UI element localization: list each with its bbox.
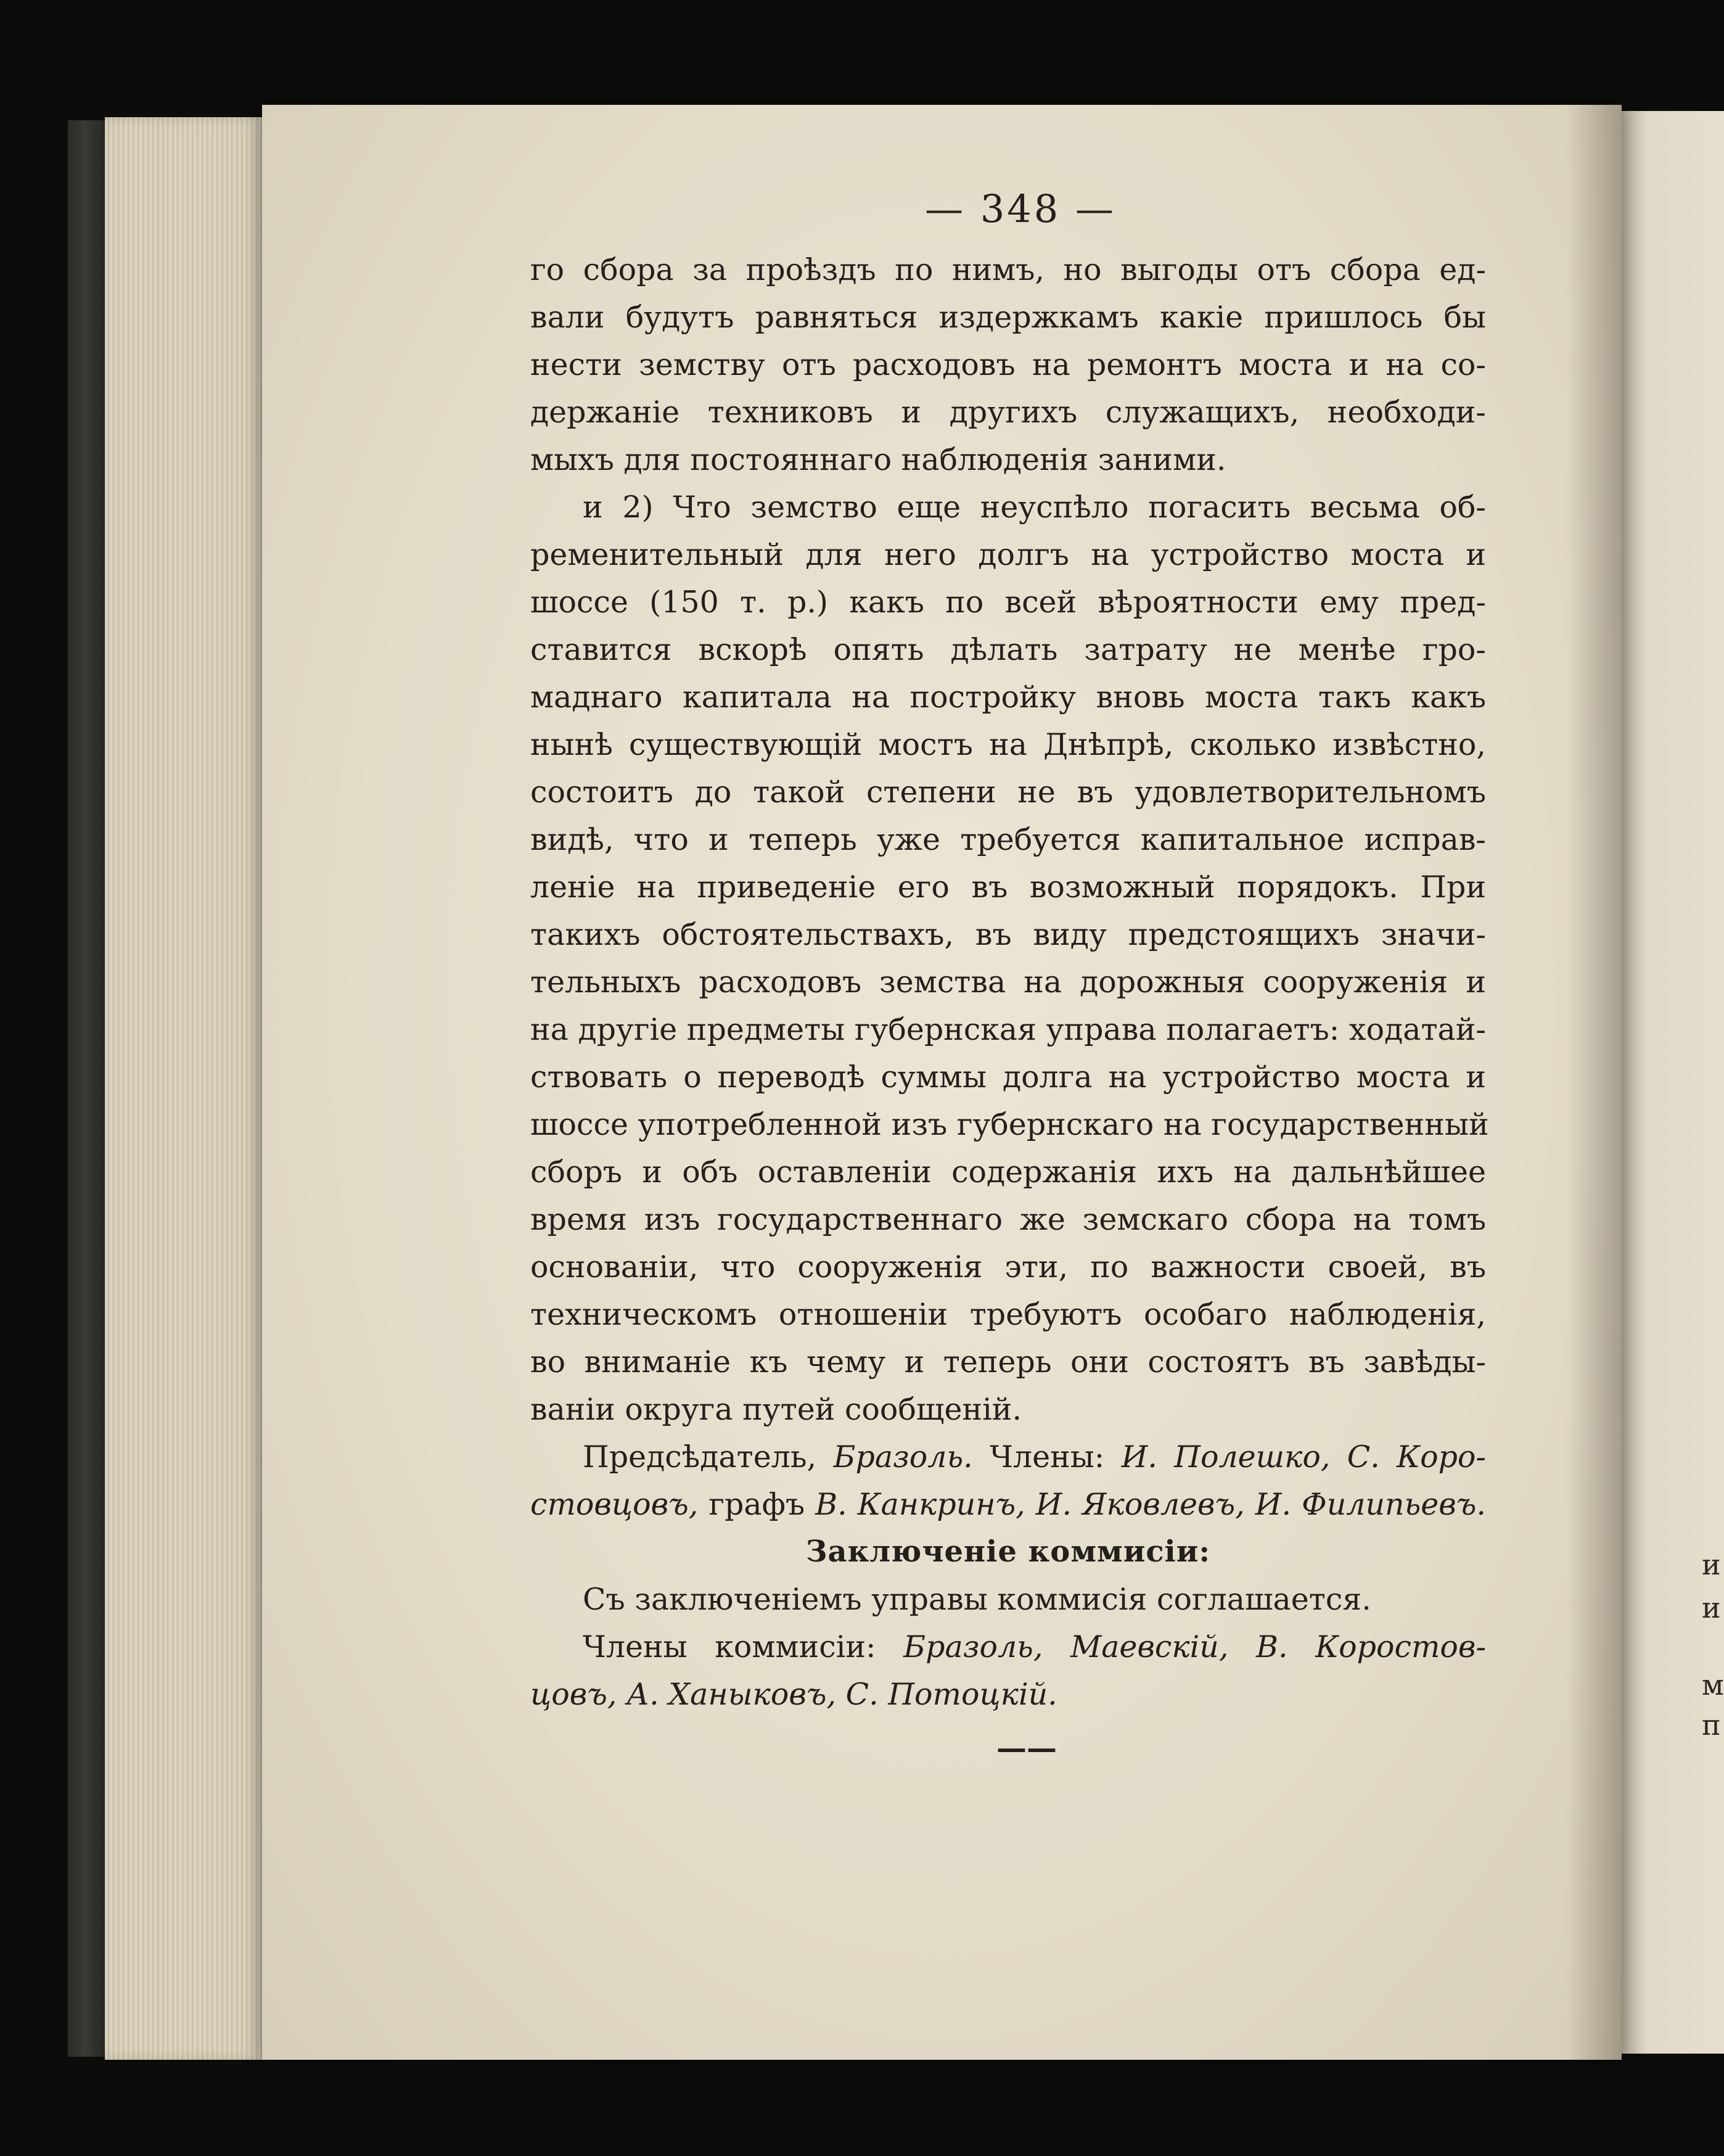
member-names: И. Полешко, С. Коро-: [1121, 1439, 1486, 1475]
signature-prefix: Предсѣдатель,: [583, 1439, 834, 1475]
commission-members-line: [530, 1671, 1486, 1718]
right-page: [1622, 111, 1724, 2054]
text-line: время изъ государственнаго же земскаго сбора на томъ: [530, 1202, 1486, 1237]
title-label: графъ: [698, 1487, 816, 1522]
text-line: ваніи округа путей сообщеній.: [530, 1392, 1022, 1427]
text-line: нынѣ существующій мостъ на Днѣпрѣ, сколько извѣстно,: [530, 727, 1486, 762]
text-line: шоссе употребленной изъ губернскаго на государственный: [530, 1107, 1489, 1142]
text-line: ременительный для него долгъ на устройство моста и: [530, 537, 1486, 572]
signature-line: [530, 1481, 1486, 1528]
text-line: на другіе предметы губернская управа полагаетъ: ходатай-: [530, 1012, 1486, 1047]
right-page-fragment: и: [1702, 1591, 1721, 1624]
text-line: маднаго капитала на постройку вновь моста такъ какъ: [530, 680, 1486, 715]
text-line: держаніе техниковъ и другихъ служащихъ, необходи-: [530, 395, 1486, 430]
text-line: техническомъ отношеніи требуютъ особаго наблюденія,: [530, 1297, 1486, 1332]
page-number: — 348 —: [925, 186, 1116, 231]
text-line: ствовать о переводѣ суммы долга на устройство моста и: [530, 1059, 1486, 1095]
page-text: [530, 185, 1489, 1772]
right-page-fragment: п: [1702, 1708, 1721, 1742]
member-names: В. Канкринъ, И. Яковлевъ, И. Филипьевъ.: [815, 1487, 1487, 1522]
text-line: во вниманіе къ чему и теперь они состоятъ въ завѣды-: [530, 1344, 1486, 1380]
signature-line: [530, 1433, 1486, 1481]
end-mark: ——: [996, 1730, 1057, 1766]
section-heading: Заключеніе коммисіи:: [805, 1534, 1211, 1569]
text-line: мыхъ для постояннаго наблюденія заними.: [530, 442, 1226, 477]
text-line: сборъ и объ оставленіи содержанія ихъ на дальнѣйшее: [530, 1154, 1486, 1190]
text-line: состоитъ до такой степени не въ удовлетворительномъ: [530, 775, 1486, 810]
text-line: го сбора за проѣздъ по нимъ, но выгоды отъ сбора ед-: [530, 252, 1486, 287]
member-names: стовцовъ,: [530, 1487, 699, 1522]
text-line: ставится вскорѣ опять дѣлать затрату не менѣе гро-: [530, 632, 1486, 667]
text-line: и 2) Что земство еще неуспѣло погасить весьма об-: [583, 490, 1486, 525]
text-line: нести земству отъ расходовъ на ремонтъ моста и на со-: [530, 347, 1486, 382]
commission-members-line: [530, 1623, 1486, 1671]
text-line: основаніи, что сооруженія эти, по важности своей, въ: [530, 1249, 1486, 1285]
text-line: вали будутъ равняться издержкамъ какіе пришлось бы: [530, 300, 1486, 335]
right-page-fragment: м: [1702, 1668, 1724, 1701]
chairman-name: Бразоль.: [833, 1439, 973, 1475]
commission-member-names: Бразоль, Маевскій, В. Коростов-: [903, 1629, 1486, 1664]
commission-members-label: Члены коммисіи:: [583, 1629, 904, 1664]
text-line: шоссе (150 т. р.) какъ по всей вѣроятности ему пред-: [530, 585, 1486, 620]
text-line: тельныхъ расходовъ земства на дорожныя сооруженія и: [530, 965, 1486, 1000]
conclusion-text: Съ заключеніемъ управы коммисія соглашается.: [583, 1582, 1371, 1617]
gutter-shadow: [1566, 105, 1622, 2060]
page-edges: [105, 117, 265, 2060]
text-line: такихъ обстоятельствахъ, въ виду предстоящихъ значи-: [530, 917, 1486, 952]
commission-member-names: цовъ, А. Ханыковъ, С. Потоцкій.: [530, 1677, 1057, 1712]
text-line: видѣ, что и теперь уже требуется капитальное исправ-: [530, 822, 1486, 857]
members-label: Члены:: [972, 1439, 1122, 1475]
text-line: леніе на приведеніе его въ возможный порядокъ. При: [530, 870, 1486, 905]
right-page-fragment: и: [1702, 1548, 1721, 1581]
